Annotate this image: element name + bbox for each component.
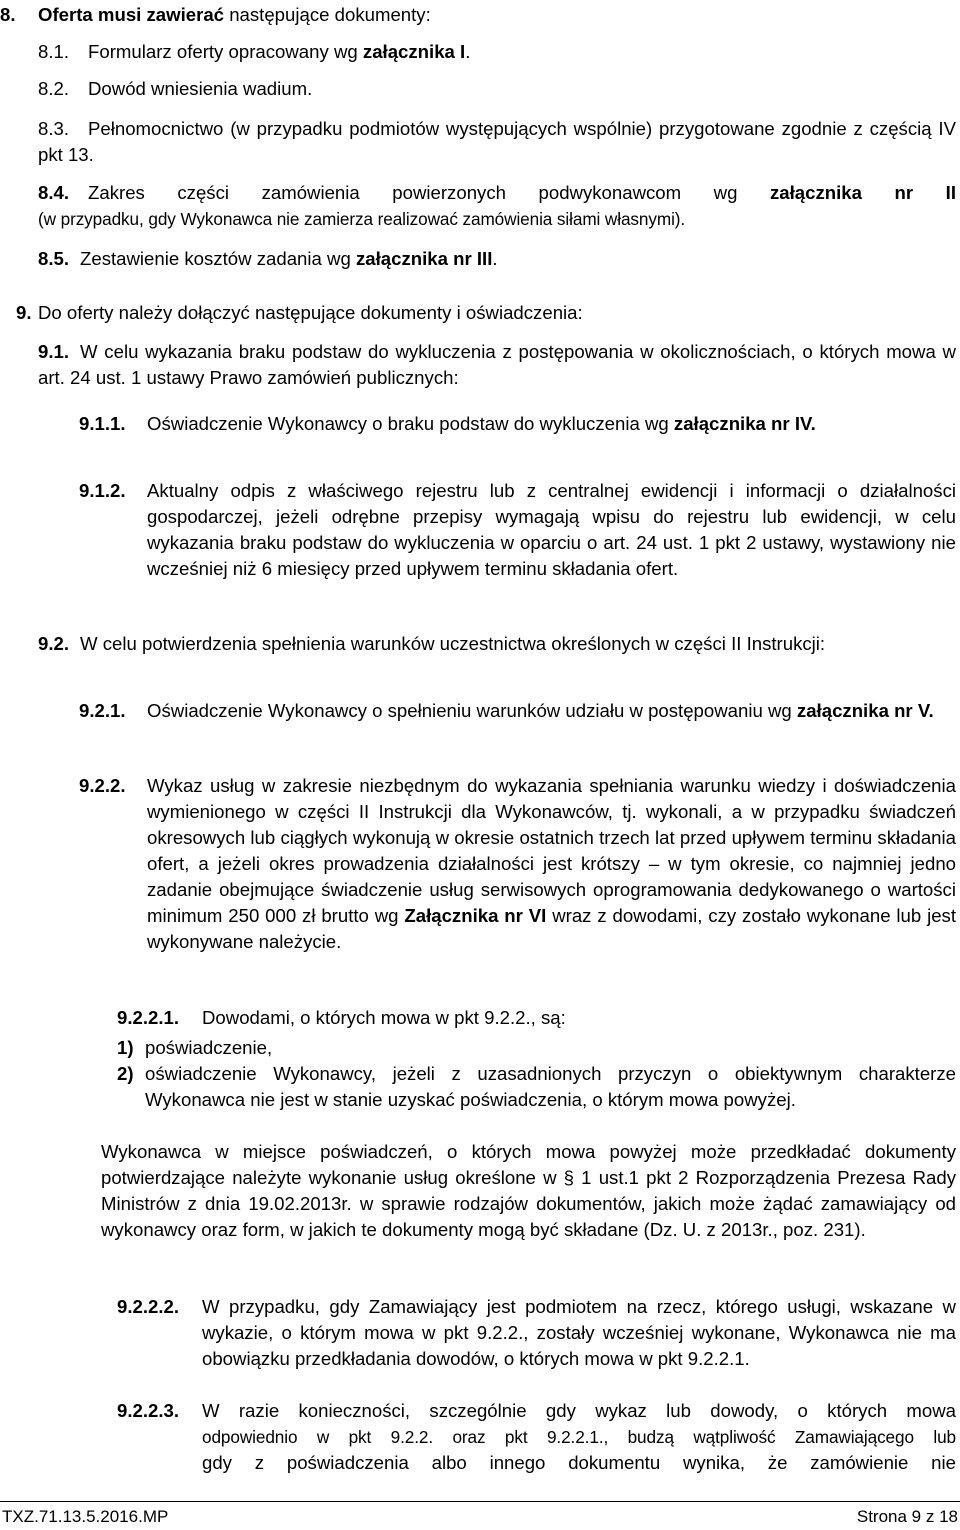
attachment-ref: załącznika nr II [770, 182, 956, 203]
item-9-2-1 [79, 698, 956, 724]
item-text: W celu potwierdzenia spełnienia warunków uczestnictwa określonych w części II Instrukcji: [80, 633, 826, 654]
item-number: 9.2.2.2. [117, 1296, 180, 1317]
item-9-2-2-1 [117, 1005, 956, 1031]
attachment-ref: załącznika nr III [355, 248, 493, 269]
footer-page-number: Strona 9 z 18 [856, 1507, 958, 1526]
item-number: 9.2.2.3. [117, 1400, 180, 1421]
item-8-1 [38, 39, 938, 65]
attachment-ref: załącznika I [362, 41, 466, 62]
item-number: 9.1.1. [79, 413, 126, 434]
item-text-continued: (w przypadku, gdy Wykonawca nie zamierza realizować zamówienia siłami własnymi). [38, 209, 686, 229]
item-number: 8.1. [38, 41, 70, 62]
item-text-line: gdy z poświadczenia albo innego dokumentu wynika, że zamówienie nie [202, 1452, 956, 1473]
item-text: Zestawienie kosztów zadania wg [80, 248, 356, 269]
item-number: 9.2. [38, 633, 70, 654]
evidence-paragraph [101, 1139, 956, 1243]
item-9-2 [38, 631, 956, 657]
item-8-3 [38, 116, 956, 168]
item-text-end: . [492, 248, 498, 269]
list-number: 1) [117, 1037, 134, 1058]
item-text: Zakres części zamówienia powierzonych podwykonawcom wg [88, 182, 770, 203]
list-item-1 [117, 1035, 956, 1061]
item-text: Wykaz usług w zakresie niezbędnym do wykazania spełniania warunku wiedzy i doświadczenia wymienionego w części II Instrukcji dla Wykonawców, tj. wykonali, a w przypadku świadczeń okresowych lub ciągłych wykonują w okresie ostatnich trzech lat przed upływem terminu składania ofert, a jeżeli okres prowadzenia działalności jest krótszy – w tym okresie, co najmniej jedno zadanie obejmujące świadczenie usług serwisowych oprogramowania dedykowanego o wartości minimum 250 000 zł brutto wg [147, 775, 956, 926]
item-text-end: wraz z dowodami, czy zostało wykonane lub jest wykonywane należycie. [147, 905, 957, 952]
item-text: Oświadczenie Wykonawcy o spełnieniu warunków udziału w postępowaniu wg [147, 700, 797, 721]
section-heading: następujące dokumenty: [224, 4, 431, 25]
item-text: Pełnomocnictwo (w przypadku podmiotów występujących wspólnie) przygotowane zgodnie z częścią IV pkt 13. [38, 118, 956, 165]
item-text: Dowód wniesienia wadium. [88, 78, 313, 99]
item-number: 8.2. [38, 78, 70, 99]
section-number: 8. [0, 4, 16, 25]
item-9-1 [38, 339, 956, 391]
item-text: Dowodami, o których mowa w pkt 9.2.2., są: [202, 1007, 566, 1028]
item-9-1-2 [79, 478, 956, 582]
item-text-end: . [465, 41, 471, 62]
item-text: Aktualny odpis z właściwego rejestru lub z centralnej ewidencji i informacji o działalności gospodarczej, jeżeli odrębne przepisy wymagają wpisu do rejestru lub ewidencji, w celu wykazania braku podstaw do wykluczenia w oparciu o art. 24 ust. 1 pkt 2 ustawy, wystawiony nie wcześniej niż 6 miesięcy przed upływem terminu składania ofert. [147, 480, 956, 579]
attachment-ref: załącznika nr V. [796, 700, 934, 721]
item-text: Formularz oferty opracowany wg [88, 41, 363, 62]
section-heading: Do oferty należy dołączyć następujące dokumenty i oświadczenia: [38, 302, 583, 323]
attachment-ref: załącznika nr IV. [673, 413, 816, 434]
section-heading-bold: Oferta musi zawierać [38, 4, 225, 25]
item-number: 8.5. [38, 248, 70, 269]
item-9-2-2-2 [117, 1294, 956, 1372]
item-number: 9.1.2. [79, 480, 126, 501]
item-8-4 [38, 180, 956, 232]
paragraph-text: Wykonawca w miejsce poświadczeń, o których mowa powyżej może przedkładać dokumenty potwierdzające należyte wykonanie usług określone w § 1 ust.1 pkt 2 Rozporządzenia Prezesa Rady Ministrów z dnia 19.02.2013r. w sprawie rodzajów dokumentów, jakich może żądać zamawiający od wykonawcy oraz form, w jakich te dokumenty mogą być składane (Dz. U. z 2013r., poz. 231). [101, 1141, 956, 1240]
item-number: 8.4. [38, 182, 70, 203]
item-text: Oświadczenie Wykonawcy o braku podstaw do wykluczenia wg [147, 413, 674, 434]
attachment-ref: Załącznika nr VI [404, 905, 547, 926]
section-9 [0, 300, 960, 326]
item-text-line: odpowiednio w pkt 9.2.2. oraz pkt 9.2.2.1., budzą wątpliwość Zamawiającego lub [202, 1427, 956, 1447]
item-9-2-2 [79, 773, 956, 955]
item-number: 9.1. [38, 341, 70, 362]
list-text: poświadczenie, [145, 1037, 273, 1058]
list-number: 2) [117, 1063, 134, 1084]
footer-document-id: TXZ.71.13.5.2016.MP [2, 1507, 169, 1526]
item-8-5 [38, 246, 938, 272]
item-8-2 [38, 76, 938, 102]
footer-divider [0, 1501, 960, 1502]
item-number: 9.2.2.1. [117, 1007, 180, 1028]
item-text: W przypadku, gdy Zamawiający jest podmiotem na rzecz, którego usługi, wskazane w wykazie, o którym mowa w pkt 9.2.2., zostały wcześniej wykonane, Wykonawca nie ma obowiązku przedkładania dowodów, o których mowa w pkt 9.2.2.1. [202, 1296, 956, 1369]
item-number: 8.3. [38, 118, 70, 139]
item-9-1-1 [79, 411, 956, 437]
list-item-2 [117, 1061, 956, 1113]
list-text: oświadczenie Wykonawcy, jeżeli z uzasadnionych przyczyn o obiektywnym charakterze Wykonawca nie jest w stanie uzyskać poświadczenia, o którym mowa powyżej. [145, 1063, 956, 1110]
section-8 [0, 2, 960, 28]
item-number: 9.2.1. [79, 700, 126, 721]
section-number: 9. [16, 302, 32, 323]
item-9-2-2-3 [117, 1398, 956, 1476]
item-text: W celu wykazania braku podstaw do wykluczenia z postępowania w okolicznościach, o których mowa w art. 24 ust. 1 ustawy Prawo zamówień publicznych: [38, 341, 956, 388]
item-text-line: W razie konieczności, szczególnie gdy wykaz lub dowody, o których mowa [202, 1400, 956, 1421]
item-number: 9.2.2. [79, 775, 126, 796]
